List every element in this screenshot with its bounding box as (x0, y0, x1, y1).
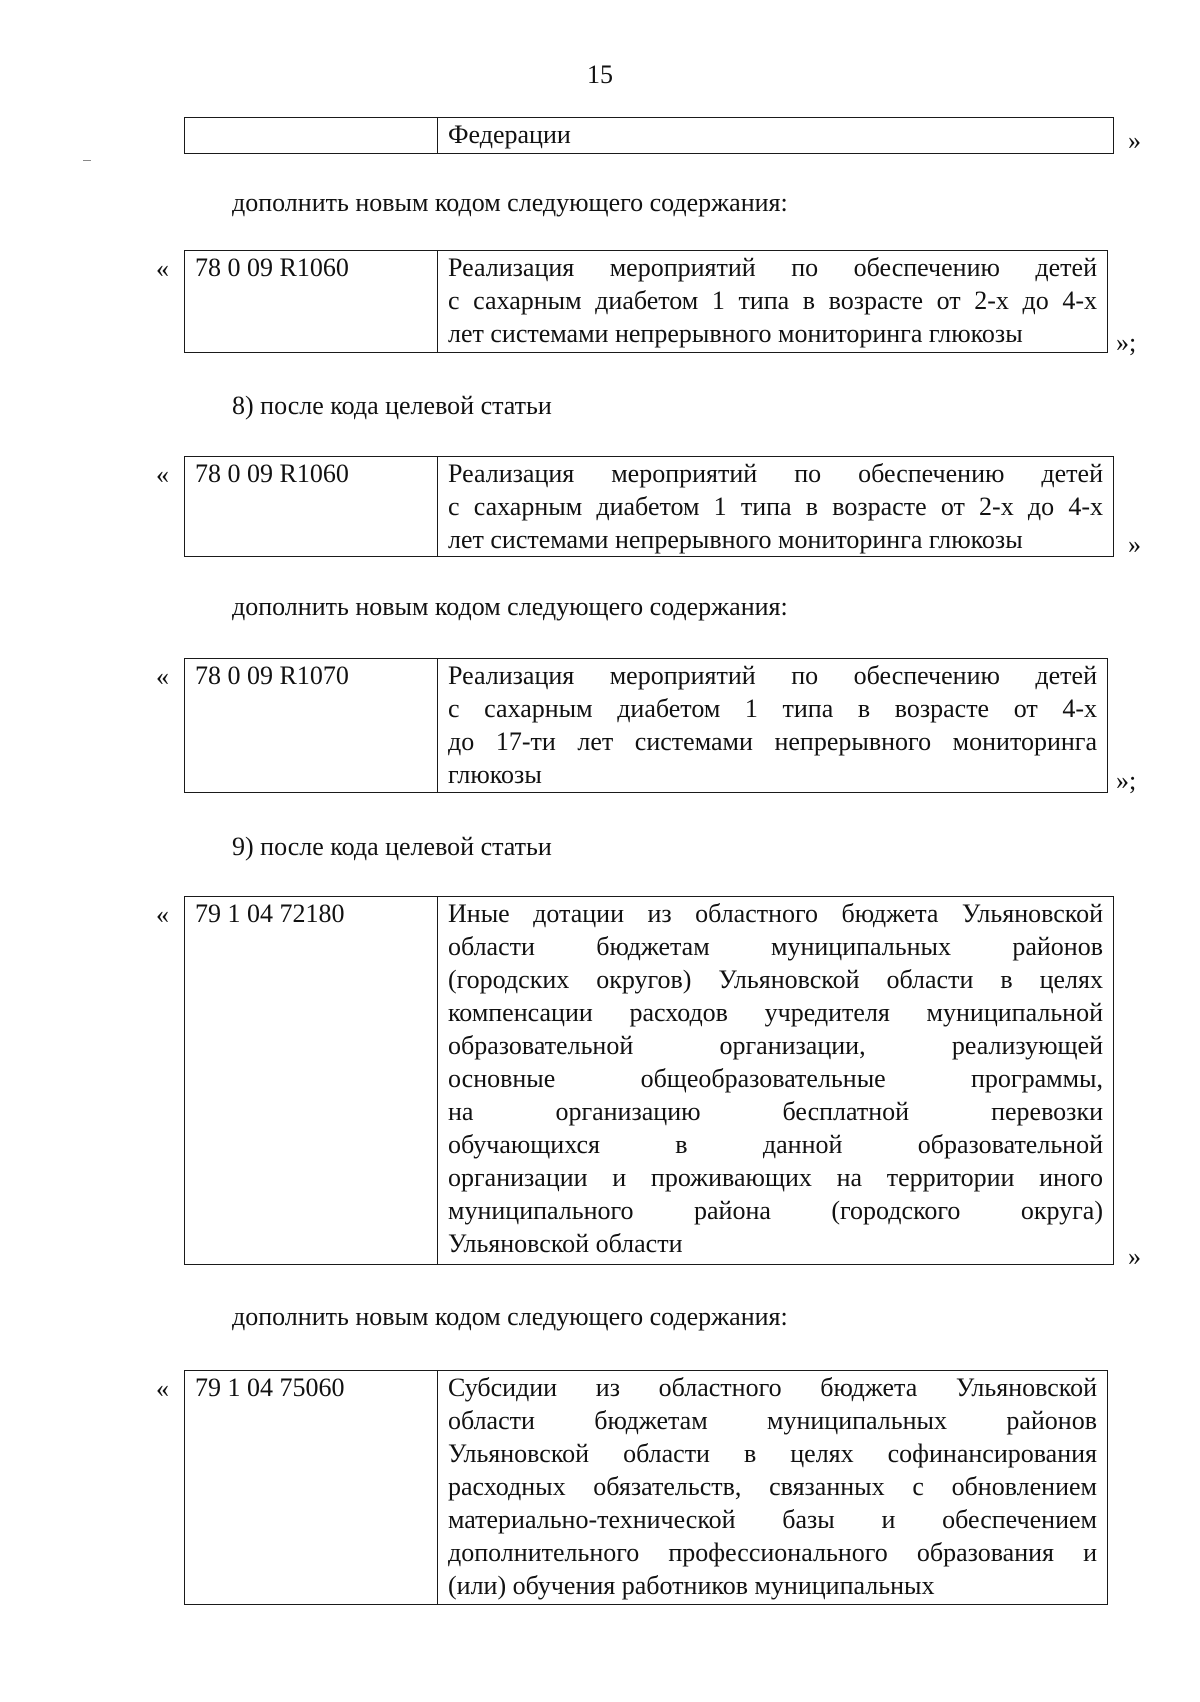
description-line: Реализация мероприятий по обеспечению детей (448, 459, 1103, 488)
code-cell: 78 0 09 R1060 (185, 457, 438, 557)
description-line: области бюджетам муниципальных районов (448, 932, 1103, 961)
description-line: материально-технической базы и обеспечением (448, 1505, 1097, 1534)
opening-quote: « (156, 254, 169, 283)
instruction-text: дополнить новым кодом следующего содержания: (232, 592, 788, 621)
instruction-text: 9) после кода целевой статьи (232, 832, 552, 861)
description-line: основные общеобразовательные программы, (448, 1064, 1103, 1093)
code-cell: 79 1 04 75060 (185, 1371, 438, 1605)
closing-quote: »; (1116, 328, 1137, 357)
table-row (185, 251, 1108, 353)
description-line: Субсидии из областного бюджета Ульяновской (448, 1373, 1097, 1402)
description-line: образовательной организации, реализующей (448, 1031, 1103, 1060)
description-cell (438, 659, 1108, 793)
description-line: Федерации (448, 120, 571, 149)
description-line: Реализация мероприятий по обеспечению детей (448, 253, 1097, 282)
opening-quote: « (156, 460, 169, 489)
description-line: лет системами непрерывного мониторинга глюкозы (448, 319, 1023, 348)
description-line: Иные дотации из областного бюджета Ульяновской (448, 899, 1103, 928)
description-line: (городских округов) Ульяновской области в целях (448, 965, 1103, 994)
budget-code-table (184, 117, 1114, 154)
description-line: дополнительного профессионального образования и (448, 1538, 1097, 1567)
budget-code-table (184, 1370, 1108, 1605)
description-line: организации и проживающих на территории иного (448, 1163, 1103, 1192)
page-number: 15 (587, 60, 613, 89)
description-line: области бюджетам муниципальных районов (448, 1406, 1097, 1435)
closing-quote: » (1128, 1242, 1141, 1271)
description-line: с сахарным диабетом 1 типа в возрасте от 4-х (448, 694, 1097, 723)
closing-quote: » (1128, 126, 1141, 155)
description-cell (438, 251, 1108, 353)
opening-quote: « (156, 1374, 169, 1403)
budget-code-table (184, 658, 1108, 793)
budget-code-table (184, 456, 1114, 557)
instruction-text: дополнить новым кодом следующего содержания: (232, 1302, 788, 1331)
description-cell (438, 897, 1114, 1265)
opening-quote: « (156, 900, 169, 929)
table-row (185, 897, 1114, 1265)
description-line: (или) обучения работников муниципальных (448, 1571, 935, 1600)
description-line: с сахарным диабетом 1 типа в возрасте от 2-х до 4-х (448, 492, 1103, 521)
description-cell (438, 118, 1114, 154)
closing-quote: » (1128, 530, 1141, 559)
budget-code-table (184, 250, 1108, 353)
description-cell (438, 1371, 1108, 1605)
budget-code-table (184, 896, 1114, 1265)
code-cell: 79 1 04 72180 (185, 897, 438, 1265)
description-cell (438, 457, 1114, 557)
code-cell (185, 118, 438, 154)
opening-quote: « (156, 662, 169, 691)
description-line: обучающихся в данной образовательной (448, 1130, 1103, 1159)
code-cell: 78 0 09 R1060 (185, 251, 438, 353)
description-line: глюкозы (448, 760, 542, 789)
description-line: компенсации расходов учредителя муниципальной (448, 998, 1103, 1027)
table-row (185, 118, 1114, 154)
closing-quote: »; (1116, 766, 1137, 795)
description-line: Ульяновской области (448, 1229, 683, 1258)
description-line: Ульяновской области в целях софинансирования (448, 1439, 1097, 1468)
description-line: на организацию бесплатной перевозки (448, 1097, 1103, 1126)
instruction-text: 8) после кода целевой статьи (232, 391, 552, 420)
scan-mark (83, 160, 91, 161)
code-cell: 78 0 09 R1070 (185, 659, 438, 793)
instruction-text: дополнить новым кодом следующего содержания: (232, 188, 788, 217)
description-line: с сахарным диабетом 1 типа в возрасте от 2-х до 4-х (448, 286, 1097, 315)
description-line: муниципального района (городского округа) (448, 1196, 1103, 1225)
table-row (185, 1371, 1108, 1605)
description-line: расходных обязательств, связанных с обновлением (448, 1472, 1097, 1501)
table-row (185, 659, 1108, 793)
table-row (185, 457, 1114, 557)
description-line: лет системами непрерывного мониторинга глюкозы (448, 525, 1023, 554)
description-line: до 17-ти лет системами непрерывного мониторинга (448, 727, 1097, 756)
description-line: Реализация мероприятий по обеспечению детей (448, 661, 1097, 690)
